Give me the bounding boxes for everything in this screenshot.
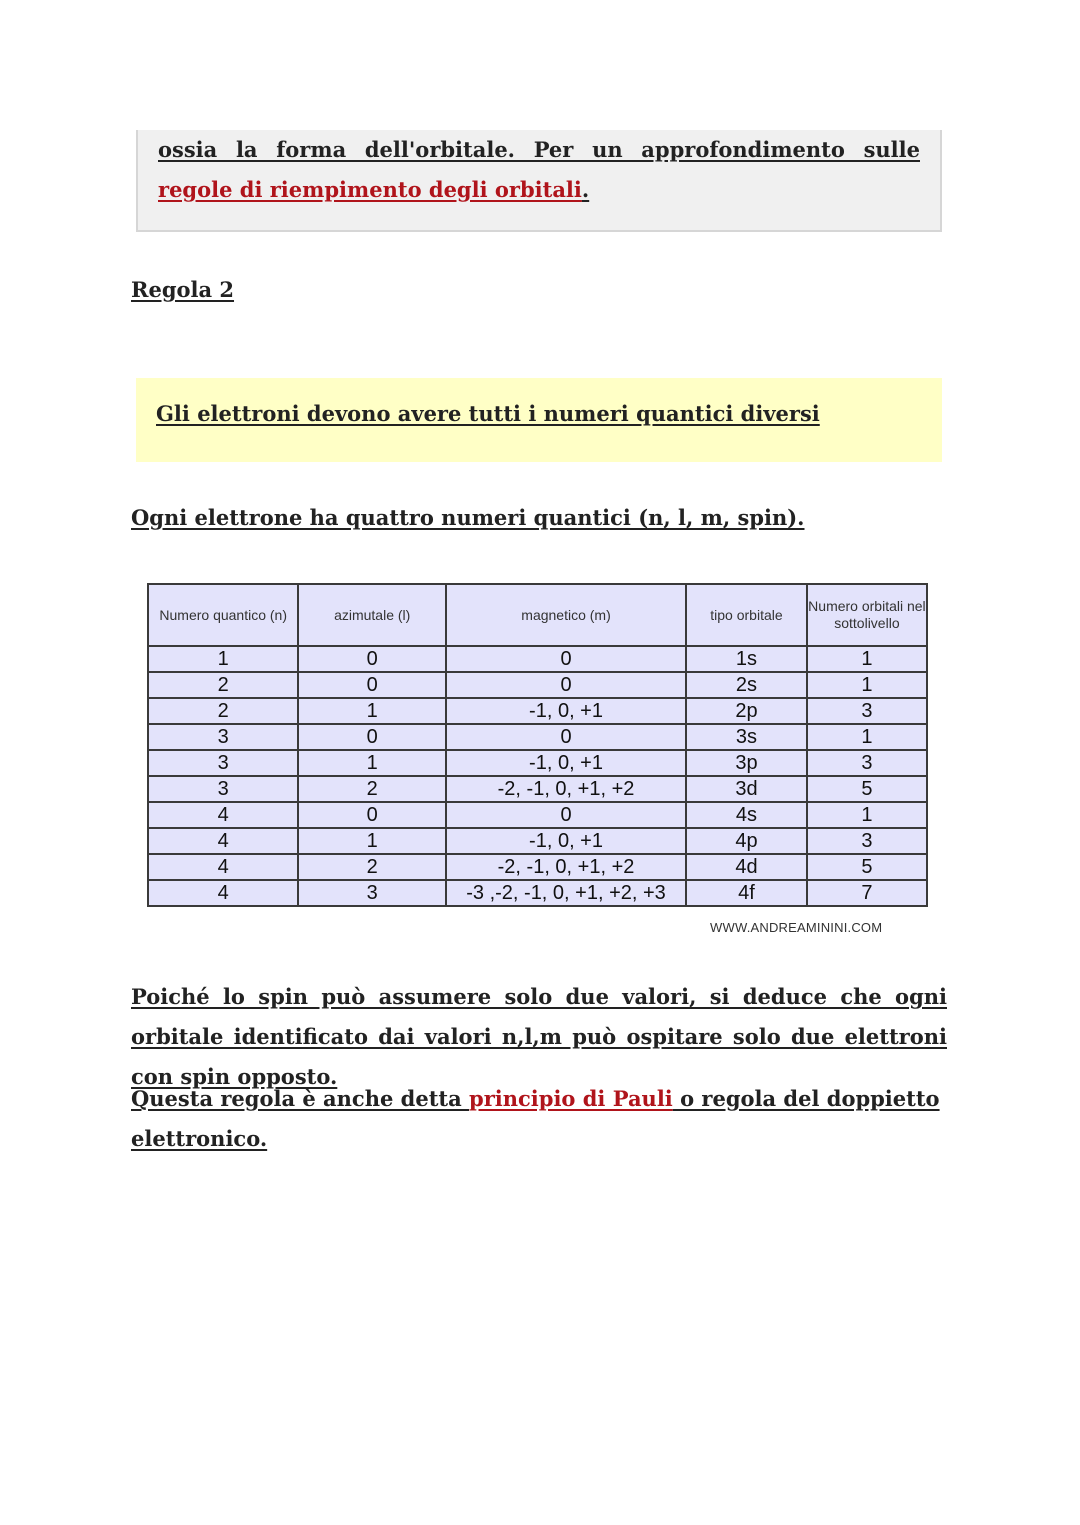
table-cell: 1 bbox=[298, 750, 446, 776]
note-text: ossia la forma dell'orbitale. Per un approfondimento sulle regole di riempimento degli orbitali. bbox=[158, 137, 920, 202]
table-cell: 3d bbox=[686, 776, 807, 802]
table-cell: 2 bbox=[298, 776, 446, 802]
table-cell: -1, 0, +1 bbox=[446, 698, 686, 724]
table-cell: 3 bbox=[148, 750, 298, 776]
table-cell: 0 bbox=[298, 724, 446, 750]
table-row bbox=[148, 750, 927, 776]
table-cell: 1 bbox=[148, 646, 298, 672]
quantum-numbers-table bbox=[147, 583, 928, 907]
header-m: magnetico (m) bbox=[446, 584, 686, 646]
header-orbital-count: Numero orbitali nel sottolivello bbox=[807, 584, 927, 646]
pauli-link[interactable]: principio di Pauli bbox=[469, 1086, 673, 1111]
header-orbital-type: tipo orbitale bbox=[686, 584, 807, 646]
table-cell: 1 bbox=[298, 828, 446, 854]
table-cell: 4s bbox=[686, 802, 807, 828]
highlight-text: Gli elettroni devono avere tutti i numeri quantici diversi bbox=[156, 401, 820, 426]
table-cell: 0 bbox=[446, 724, 686, 750]
table-cell: 5 bbox=[807, 854, 927, 880]
table-header-row bbox=[148, 584, 927, 646]
table-cell: 2s bbox=[686, 672, 807, 698]
table-cell: 4 bbox=[148, 854, 298, 880]
table-row bbox=[148, 828, 927, 854]
table-cell: 2 bbox=[148, 698, 298, 724]
table-row bbox=[148, 880, 927, 906]
table-cell: 3 bbox=[148, 724, 298, 750]
table-cell: 0 bbox=[298, 672, 446, 698]
table-cell: 2p bbox=[686, 698, 807, 724]
table-row bbox=[148, 854, 927, 880]
table-cell: 4d bbox=[686, 854, 807, 880]
highlight-box bbox=[136, 378, 942, 462]
table-cell: 3 bbox=[807, 750, 927, 776]
table-cell: 7 bbox=[807, 880, 927, 906]
header-l: azimutale (l) bbox=[298, 584, 446, 646]
table-row bbox=[148, 776, 927, 802]
table-cell: 1s bbox=[686, 646, 807, 672]
table-cell: 3 bbox=[298, 880, 446, 906]
table-cell: -1, 0, +1 bbox=[446, 750, 686, 776]
table-cell: 1 bbox=[807, 672, 927, 698]
table-row bbox=[148, 646, 927, 672]
table-cell: 1 bbox=[807, 802, 927, 828]
table-row bbox=[148, 724, 927, 750]
table-cell: 2 bbox=[298, 854, 446, 880]
table-cell: 2 bbox=[148, 672, 298, 698]
table-cell: 3 bbox=[807, 828, 927, 854]
table-cell: 0 bbox=[298, 646, 446, 672]
pauli-paragraph: Questa regola è anche detta principio di Pauli o regola del doppietto elettronico. bbox=[131, 1086, 940, 1151]
table-cell: 0 bbox=[446, 672, 686, 698]
table-cell: 4f bbox=[686, 880, 807, 906]
rule-heading: Regola 2 bbox=[131, 277, 235, 302]
table-cell: 3 bbox=[148, 776, 298, 802]
table-row bbox=[148, 672, 927, 698]
note-box bbox=[136, 130, 942, 232]
table-cell: 1 bbox=[298, 698, 446, 724]
table-cell: 4 bbox=[148, 802, 298, 828]
table-row bbox=[148, 698, 927, 724]
table-cell: 3s bbox=[686, 724, 807, 750]
table-cell: 4 bbox=[148, 828, 298, 854]
table-cell: -3 ,-2, -1, 0, +1, +2, +3 bbox=[446, 880, 686, 906]
table-source: WWW.ANDREAMININI.COM bbox=[710, 920, 883, 935]
spin-paragraph: Poiché lo spin può assumere solo due valori, si deduce che ogni orbitale identificato dai valori n,l,m può ospitare solo due elettroni con spin opposto. bbox=[131, 984, 947, 1089]
table-cell: 1 bbox=[807, 646, 927, 672]
table-cell: 4p bbox=[686, 828, 807, 854]
table-cell: 0 bbox=[446, 646, 686, 672]
table-cell: 0 bbox=[446, 802, 686, 828]
filling-rules-link[interactable]: regole di riempimento degli orbitali bbox=[158, 177, 582, 202]
table-cell: -2, -1, 0, +1, +2 bbox=[446, 776, 686, 802]
table-cell: 3p bbox=[686, 750, 807, 776]
table-cell: -1, 0, +1 bbox=[446, 828, 686, 854]
table-cell: -2, -1, 0, +1, +2 bbox=[446, 854, 686, 880]
table-cell: 0 bbox=[298, 802, 446, 828]
table-row bbox=[148, 802, 927, 828]
header-n: Numero quantico (n) bbox=[148, 584, 298, 646]
table-cell: 4 bbox=[148, 880, 298, 906]
table-cell: 1 bbox=[807, 724, 927, 750]
table-cell: 3 bbox=[807, 698, 927, 724]
table-cell: 5 bbox=[807, 776, 927, 802]
intro-paragraph: Ogni elettrone ha quattro numeri quantici (n, l, m, spin). bbox=[131, 505, 805, 530]
